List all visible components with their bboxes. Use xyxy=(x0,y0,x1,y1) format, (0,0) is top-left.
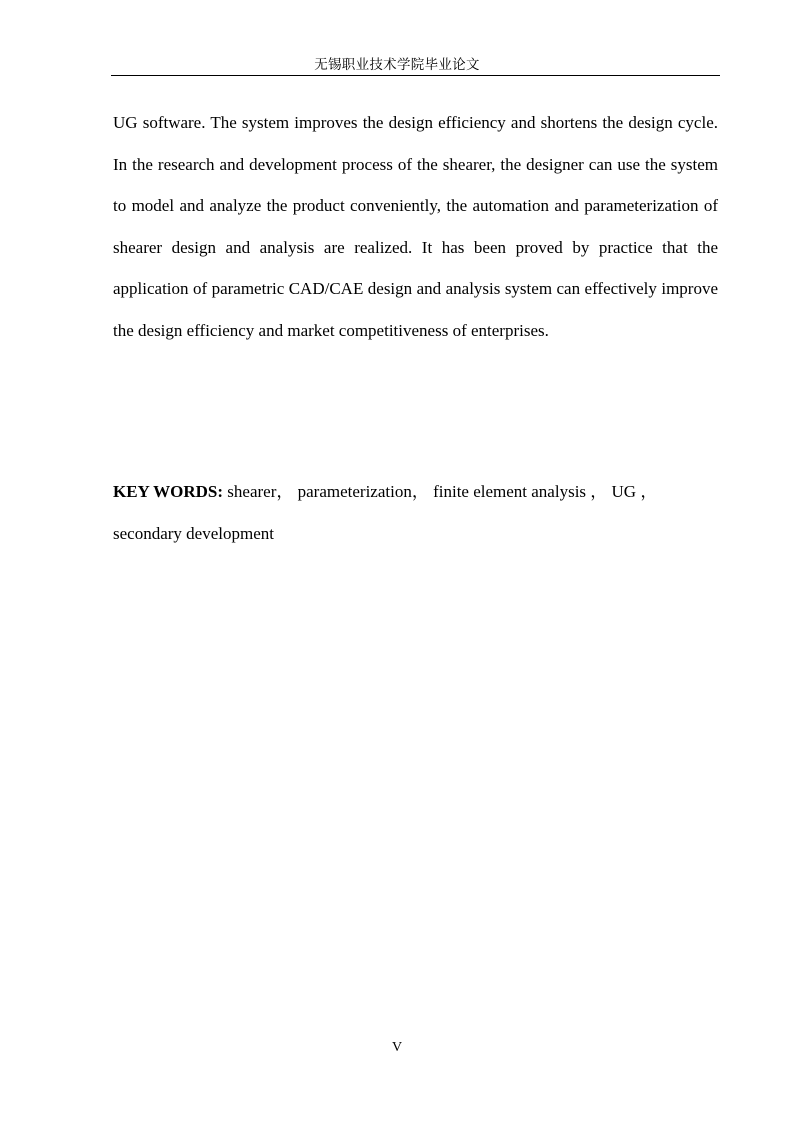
header-divider xyxy=(111,75,720,76)
page-header-title: 无锡职业技术学院毕业论文 xyxy=(314,57,480,72)
keywords-section xyxy=(113,471,718,554)
abstract-body xyxy=(113,102,718,352)
abstract-paragraph: UG software. The system improves the design efficiency and shortens the design cycle. In the research and development process of the shearer, the designer can use the system to model and analyze the product conveniently, the automation and parameterization of shearer design and analysis are realized. It has been proved by practice that the application of parametric CAD/CAE design and analysis system can effectively improve the design efficiency and market competitiveness of enterprises. xyxy=(113,113,718,340)
keywords-label: KEY WORDS: xyxy=(113,482,224,501)
keywords-text: shearer， parameterization， finite element analysis ， UG ， secondary development xyxy=(113,482,658,543)
page-number: V xyxy=(391,1040,403,1055)
